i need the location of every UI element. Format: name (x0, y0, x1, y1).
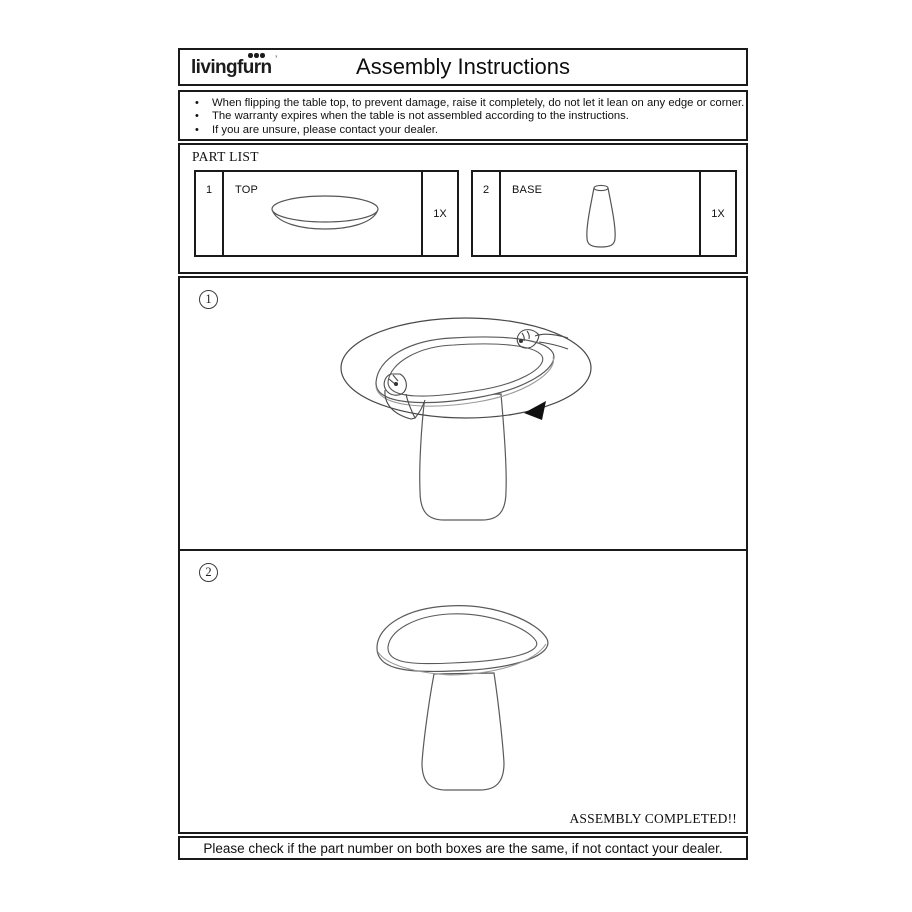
warning-notes-box (178, 90, 748, 141)
footer-text: Please check if the part number on both boxes are the same, if not contact your dealer. (203, 840, 723, 856)
step-2-illustration-assembled-table-icon (180, 551, 746, 832)
part-name: TOP (235, 184, 259, 196)
footer-bar (178, 836, 748, 860)
rotation-arrowhead-icon (524, 401, 546, 420)
part-number: 1 (196, 172, 224, 255)
step-1-box (178, 276, 748, 551)
table-base-icon (575, 182, 627, 250)
step-2-number-badge: 2 (199, 563, 218, 582)
brand-logo-text: livingfurn (191, 57, 272, 78)
warning-note: • The warranty expires when the table is not assembled according to the instructions. (192, 110, 736, 123)
warning-note: • If you are unsure, please contact your dealer. (192, 124, 736, 137)
step-1-number-badge: 1 (199, 290, 218, 309)
part-name: BASE (512, 184, 543, 196)
part-preview-cell (224, 172, 421, 255)
part-list-title: PART LIST (192, 149, 259, 164)
part-item-base (471, 170, 737, 257)
step-2-box (178, 549, 748, 834)
assembly-completed-caption: ASSEMBLY COMPLETED!! (569, 811, 737, 826)
table-top-icon (264, 192, 386, 236)
part-item-top (194, 170, 459, 257)
part-quantity: 1X (421, 172, 457, 255)
part-list-box (178, 143, 748, 274)
trademark-mark: ’ (275, 54, 277, 64)
warning-notes-list (192, 97, 745, 137)
header (178, 48, 748, 86)
assembly-instruction-sheet (178, 48, 748, 860)
page-title: Assembly Instructions (356, 54, 570, 79)
part-list-row (194, 170, 739, 257)
part-quantity: 1X (699, 172, 735, 255)
part-number: 2 (473, 172, 501, 255)
step-1-illustration-flip-top-icon (180, 278, 746, 549)
part-preview-cell (501, 172, 699, 255)
warning-note: • When flipping the table top, to prevent damage, raise it completely, do not let it lean on any edge or corner. (192, 97, 736, 110)
